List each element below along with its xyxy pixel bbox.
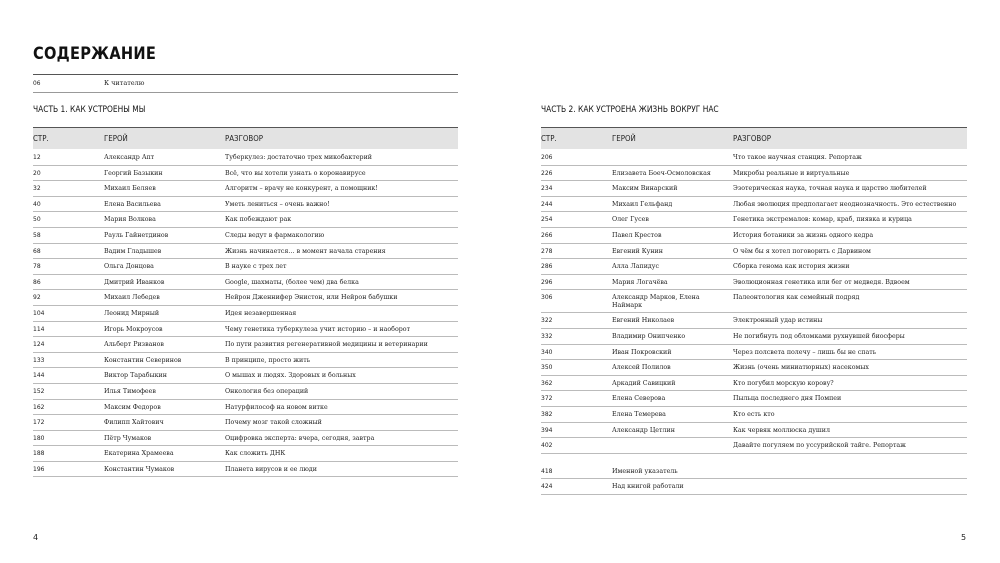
toc-hero: Дмитрий Иванков — [104, 278, 165, 286]
toc-page-number: 92 — [33, 294, 41, 302]
toc-talk: По пути развития регенеративной медицины и ветеринарии — [225, 341, 428, 349]
toc-page-number: 40 — [33, 200, 41, 208]
toc-row[interactable] — [33, 181, 458, 197]
toc-page-number: 340 — [541, 348, 553, 356]
toc-page-number: 133 — [33, 356, 45, 364]
toc-row[interactable] — [541, 259, 967, 275]
toc-row[interactable] — [33, 212, 458, 228]
toc-hero: Елена Темерева — [612, 410, 666, 418]
toc-hero: Ольга Донцова — [104, 263, 154, 271]
toc-page-number: 206 — [541, 154, 553, 161]
toc-row[interactable] — [541, 376, 967, 392]
toc-hero: Максим Винарский — [612, 185, 678, 193]
right-page — [541, 0, 967, 563]
part2-rows — [541, 150, 967, 495]
toc-hero: Алла Лапидус — [612, 263, 660, 271]
toc-talk: Давайте погуляем по уссурийской тайге. Репортаж — [733, 442, 906, 450]
toc-talk: Туберкулез: достаточно трех микобактерий — [225, 154, 372, 161]
toc-row[interactable] — [33, 384, 458, 400]
toc-page-number: 124 — [33, 341, 45, 349]
toc-page-number: 226 — [541, 169, 553, 177]
toc-talk: Натурфилософ на новом витке — [225, 403, 328, 411]
toc-talk: Идея незавершенная — [225, 309, 297, 317]
header-talk: РАЗГОВОР — [225, 134, 264, 143]
toc-row[interactable] — [541, 150, 967, 166]
toc-talk: Эзотерическая наука, точная наука и царство любителей — [733, 185, 927, 193]
toc-row[interactable] — [541, 360, 967, 376]
toc-row[interactable] — [33, 275, 458, 291]
toc-talk: Жизнь начинается… в момент начала старения — [225, 247, 386, 255]
toc-hero: Елена Северова — [612, 395, 666, 403]
toc-page-number: 266 — [541, 231, 553, 239]
toc-talk: О мышах и людях. Здоровых и больных — [225, 372, 356, 380]
toc-page-number: 20 — [33, 169, 41, 177]
toc-talk: Как сложить ДНК — [225, 450, 286, 458]
toc-talk: Любая эволюция предполагает неоднозначность. Это естественно — [733, 200, 957, 208]
toc-hero: Аркадий Савицкий — [612, 379, 676, 387]
toc-row[interactable] — [541, 244, 967, 260]
toc-hero: Максим Федоров — [104, 403, 161, 411]
toc-talk: Google, шахматы, (более чем) два белка — [225, 278, 359, 286]
toc-talk: Онкология без операций — [225, 387, 309, 395]
toc-talk: Оцифровка эксперта: вчера, сегодня, завтра — [225, 434, 375, 442]
toc-talk: Кто погубил морскую корову? — [733, 379, 834, 387]
toc-talk: О чём бы я хотел поговорить с Дарвином — [733, 247, 871, 255]
toc-page-number: 104 — [33, 309, 45, 317]
toc-talk: Что такое научная станция. Репортаж — [733, 154, 862, 161]
toc-extra-text: Над книгой работали — [612, 483, 684, 491]
toc-hero: Филипп Хайтович — [104, 419, 164, 427]
toc-row[interactable] — [33, 150, 458, 166]
toc-page-number: 58 — [33, 231, 41, 239]
toc-hero: Михаил Гельфанд — [612, 200, 673, 208]
toc-row[interactable] — [33, 322, 458, 338]
toc-page-number: 12 — [33, 154, 41, 161]
toc-hero: Александр Марков, Елена Наймарк — [612, 294, 700, 310]
toc-page-number: 350 — [541, 364, 553, 372]
toc-page-number: 180 — [33, 434, 45, 442]
toc-hero: Мария Волкова — [104, 216, 156, 224]
toc-row[interactable] — [541, 197, 967, 213]
toc-hero: Екатерина Храмеева — [104, 450, 174, 458]
toc-row[interactable] — [541, 275, 967, 291]
toc-page-number: 402 — [541, 442, 553, 450]
toc-talk: Почему мозг такой сложный — [225, 419, 322, 427]
toc-talk: В принципе, просто жить — [225, 356, 311, 364]
toc-page-number: 322 — [541, 317, 553, 325]
toc-page-number: 114 — [33, 325, 45, 333]
part1-title: ЧАСТЬ 1. КАК УСТРОЕНЫ МЫ — [33, 105, 146, 115]
toc-page-number: 50 — [33, 216, 41, 224]
toc-hero: Елизавета Боеч-Осмоловская — [612, 169, 711, 177]
toc-hero: Илья Тимофеев — [104, 387, 156, 395]
part2-title: ЧАСТЬ 2. КАК УСТРОЕНА ЖИЗНЬ ВОКРУГ НАС — [541, 105, 719, 115]
toc-hero: Виктор Тарабыкин — [104, 372, 167, 380]
toc-hero: Иван Покровский — [612, 348, 672, 356]
toc-talk: История ботаники за жизнь одного кедра — [733, 231, 874, 239]
toc-hero: Георгий Базыкин — [104, 169, 163, 177]
toc-talk: Уметь лениться – очень важно! — [225, 200, 330, 208]
toc-page-number: 162 — [33, 403, 45, 411]
toc-row[interactable] — [541, 228, 967, 244]
toc-hero: Владимир Онипченко — [612, 332, 686, 340]
toc-hero: Константин Чумаков — [104, 465, 175, 473]
part2-table-header — [541, 127, 967, 149]
toc-row[interactable] — [33, 259, 458, 275]
toc-row[interactable] — [33, 306, 458, 322]
toc-row[interactable] — [33, 415, 458, 431]
toc-row[interactable] — [33, 431, 458, 447]
preface-page: 06 — [33, 79, 41, 87]
toc-row[interactable] — [33, 462, 458, 478]
toc-talk: Палеонтология как семейный подряд — [733, 294, 860, 302]
toc-talk: Планета вирусов и ее люди — [225, 465, 317, 473]
toc-row[interactable] — [33, 197, 458, 213]
toc-page-number: 68 — [33, 247, 41, 255]
toc-talk: Сборка генома как история жизни — [733, 263, 850, 271]
toc-talk: Генетика экстремалов: комар, краб, пиявка и курица — [733, 216, 912, 224]
part1-rows — [33, 150, 458, 477]
toc-page-number: 382 — [541, 410, 553, 418]
toc-page-number: 372 — [541, 395, 553, 403]
toc-page-number: 424 — [541, 483, 553, 491]
toc-extra-row[interactable] — [541, 479, 967, 495]
toc-page-number: 86 — [33, 278, 41, 286]
toc-row[interactable] — [33, 337, 458, 353]
toc-row[interactable] — [33, 368, 458, 384]
spacer — [541, 454, 967, 464]
page-number-right: 5 — [961, 533, 967, 542]
toc-page-number: 278 — [541, 247, 553, 255]
toc-hero: Михаил Лебедев — [104, 294, 160, 302]
toc-hero: Алексей Полилов — [612, 364, 671, 372]
toc-row[interactable] — [541, 407, 967, 423]
toc-row[interactable] — [541, 166, 967, 182]
preface-text: К читателю — [104, 79, 145, 87]
toc-talk: Как побеждают рак — [225, 216, 292, 224]
toc-row[interactable] — [33, 228, 458, 244]
toc-talk: Всё, что вы хотели узнать о коронавирусе — [225, 169, 366, 177]
toc-talk: Электронный удар истины — [733, 317, 823, 325]
toc-talk: Эволюционная генетика или бег от медведя. Вдвоем — [733, 278, 910, 286]
header-page: СТР. — [33, 134, 49, 143]
toc-talk: Через полсвета полечу – лишь бы не спать — [733, 348, 877, 356]
toc-talk: Чему генетика туберкулеза учит историю – и наоборот — [225, 325, 411, 333]
toc-page-number: 296 — [541, 278, 553, 286]
toc-page-number: 244 — [541, 200, 553, 208]
header-page: СТР. — [541, 134, 557, 143]
header-talk: РАЗГОВОР — [733, 134, 772, 143]
toc-talk: Микробы реальные и виртуальные — [733, 169, 850, 177]
toc-page-number: 254 — [541, 216, 553, 224]
header-hero: ГЕРОЙ — [612, 134, 636, 143]
left-page — [33, 0, 458, 563]
toc-row[interactable] — [33, 446, 458, 462]
toc-page-number: 234 — [541, 185, 553, 193]
toc-talk: Нейрон Дженнифер Энистон, или Нейрон бабушки — [225, 294, 398, 302]
page-number-left: 4 — [33, 533, 39, 542]
toc-talk: Пыльца последнего дня Помпеи — [733, 395, 842, 403]
toc-hero: Елена Васильева — [104, 200, 161, 208]
toc-row[interactable] — [33, 244, 458, 260]
toc-row[interactable] — [541, 290, 967, 313]
toc-hero: Вадим Гладышев — [104, 247, 162, 255]
toc-talk: Как червяк моллюска душил — [733, 426, 830, 434]
toc-talk: В науке с трех лет — [225, 263, 287, 271]
toc-hero: Олег Гусев — [612, 216, 649, 224]
toc-row[interactable] — [541, 181, 967, 197]
toc-talk: Следы ведут в фармакологию — [225, 231, 325, 239]
toc-page-number: 394 — [541, 426, 553, 434]
toc-row[interactable] — [541, 329, 967, 345]
toc-page-number: 418 — [541, 467, 553, 475]
toc-hero: Леонид Мирный — [104, 309, 160, 317]
toc-hero: Евгений Николаев — [612, 317, 675, 325]
toc-hero: Павел Крестов — [612, 231, 662, 239]
toc-row[interactable] — [541, 313, 967, 329]
toc-hero: Пётр Чумаков — [104, 434, 152, 442]
toc-talk: Жизнь (очень миниатюрных) насекомых — [733, 364, 869, 372]
toc-page-number: 172 — [33, 419, 45, 427]
toc-page-number: 286 — [541, 263, 553, 271]
part1-table-header — [33, 127, 458, 149]
toc-page-number: 78 — [33, 263, 41, 271]
toc-talk: Кто есть кто — [733, 410, 775, 418]
header-hero: ГЕРОЙ — [104, 134, 128, 143]
toc-page-number: 362 — [541, 379, 553, 387]
toc-row[interactable] — [33, 400, 458, 416]
toc-row[interactable] — [541, 423, 967, 439]
toc-page-number: 306 — [541, 294, 553, 302]
toc-hero: Мария Логачёва — [612, 278, 668, 286]
preface-row[interactable] — [33, 74, 458, 93]
toc-row[interactable] — [541, 345, 967, 361]
toc-extra-row[interactable] — [541, 464, 967, 480]
toc-extra-text: Именной указатель — [612, 467, 678, 475]
toc-row[interactable] — [541, 438, 967, 454]
toc-page-number: 152 — [33, 387, 45, 395]
toc-page-number: 332 — [541, 332, 553, 340]
toc-page-number: 188 — [33, 450, 45, 458]
toc-talk: Алгоритм – врачу не конкурент, а помощник! — [225, 185, 378, 193]
toc-hero: Александр Цетлин — [612, 426, 675, 434]
toc-page-number: 32 — [33, 185, 41, 193]
toc-hero: Михаил Беляев — [104, 185, 156, 193]
toc-row[interactable] — [33, 166, 458, 182]
toc-hero: Александр Апт — [104, 154, 155, 161]
page-title: СОДЕРЖАНИЕ — [33, 44, 157, 64]
toc-row[interactable] — [33, 290, 458, 306]
toc-talk: Не погибнуть под обломками рухнувшей биосферы — [733, 332, 905, 340]
toc-page-number: 196 — [33, 465, 45, 473]
toc-row[interactable] — [33, 353, 458, 369]
toc-page-number: 144 — [33, 372, 45, 380]
toc-row[interactable] — [541, 212, 967, 228]
toc-hero: Альберт Ризванов — [104, 341, 164, 349]
toc-row[interactable] — [541, 391, 967, 407]
toc-hero: Игорь Мокроусов — [104, 325, 163, 333]
toc-hero: Константин Северинов — [104, 356, 182, 364]
toc-hero: Евгений Кунин — [612, 247, 663, 255]
toc-hero: Рауль Гайнетдинов — [104, 231, 169, 239]
